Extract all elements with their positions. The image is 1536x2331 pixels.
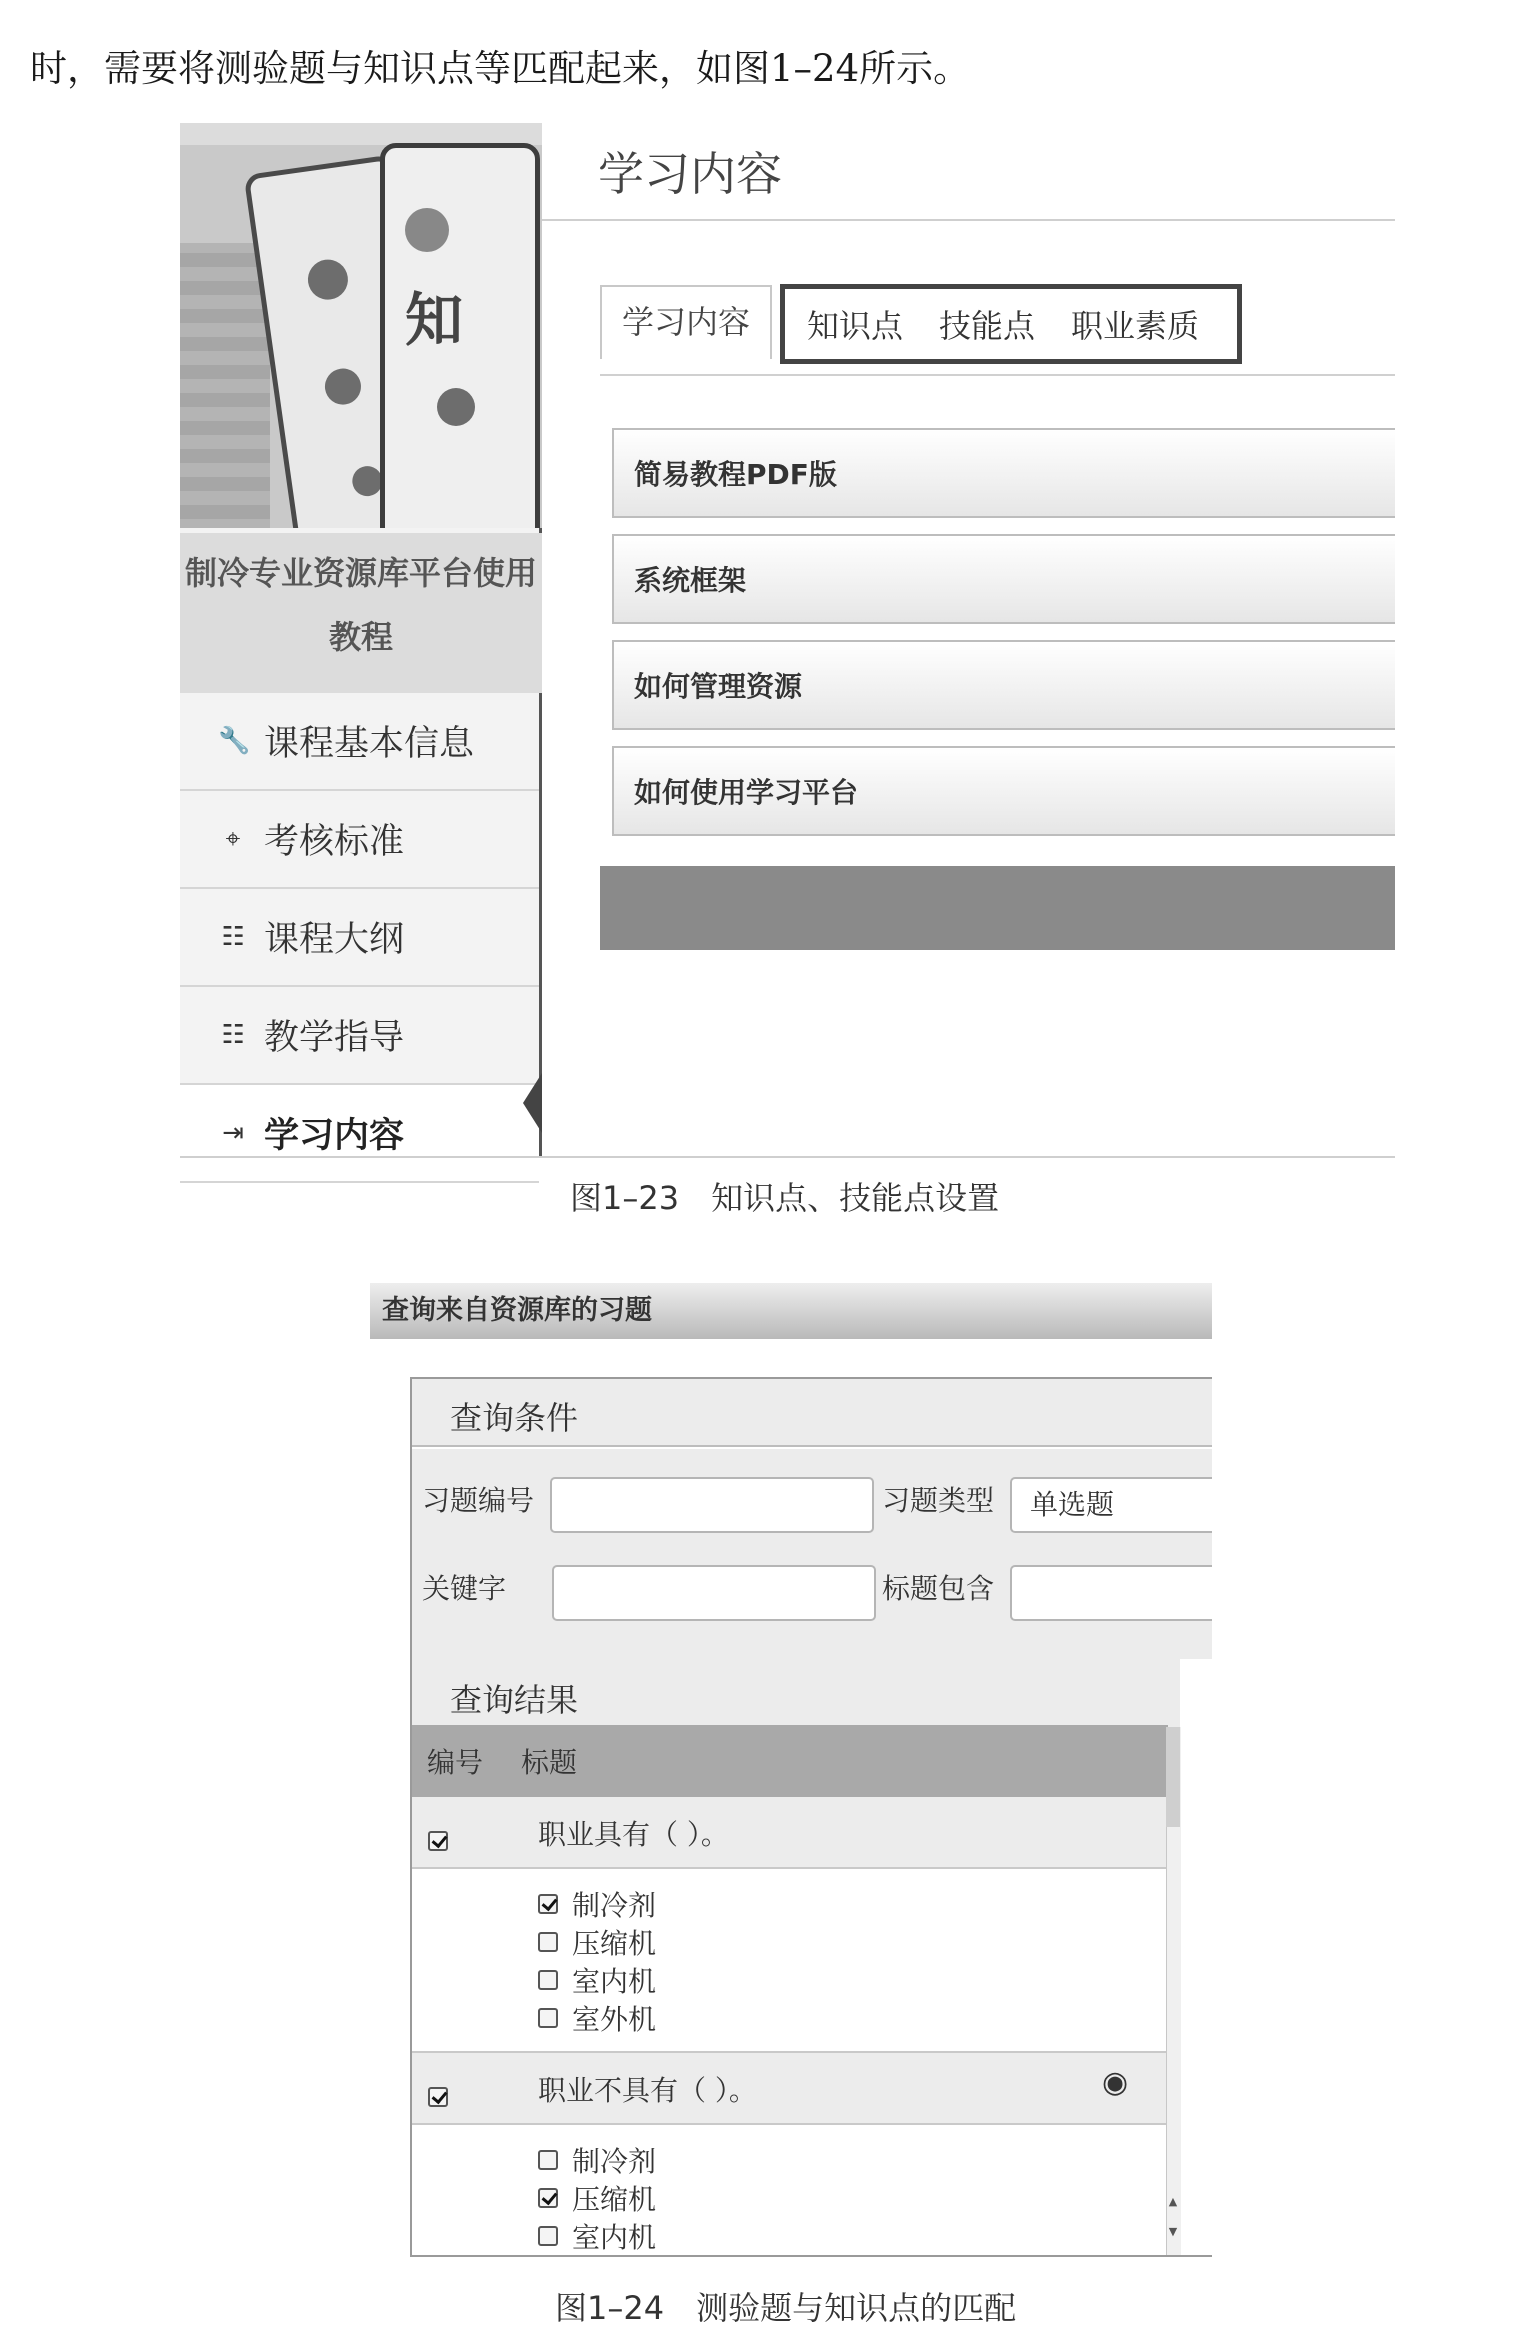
query-results-section [412, 1659, 1180, 1727]
results-table-header [412, 1725, 1168, 1797]
sidebar-item-learning-content[interactable] [180, 1085, 539, 1183]
option-checkbox[interactable] [538, 2150, 558, 2170]
list-item [538, 1961, 656, 1999]
tab-learning-content[interactable]: 学习内容 [600, 285, 772, 359]
query-conditions-label: 查询条件 [450, 1399, 579, 1437]
indent-list-icon: ⇥ [222, 1118, 244, 1148]
content-footer-bar [600, 866, 1395, 950]
sidebar-item-assessment[interactable] [180, 791, 539, 889]
keyword-label: 关键字 [422, 1572, 507, 1605]
banner-zhi-glyph: 知 [405, 286, 464, 354]
tab-skill-points[interactable]: 技能点 [939, 307, 1036, 345]
option-checkbox[interactable] [538, 2188, 558, 2208]
sidebar-item-label: 教学指导 [264, 1018, 405, 1058]
option-checkbox[interactable] [538, 1932, 558, 1952]
list-icon: ☷ [221, 1020, 245, 1050]
scrollbar-thumb[interactable] [1166, 1727, 1180, 1827]
sidebar-item-syllabus[interactable] [180, 889, 539, 987]
target-icon: ⌖ [225, 823, 241, 854]
column-header-title: 标题 [521, 1746, 578, 1779]
title-contains-label: 标题包含 [882, 1572, 995, 1605]
figure-caption-1-24: 图1–24 测验题与知识点的匹配 [555, 2289, 1017, 2327]
page-title: 学习内容 [598, 147, 782, 201]
option-label: 室内机 [572, 2221, 657, 2254]
scroll-down-icon[interactable]: ▼ [1168, 2225, 1178, 2238]
resource-item[interactable]: 系统框架 [612, 534, 1395, 624]
list-item [538, 1923, 656, 1961]
tab-professional-quality[interactable]: 职业素质 [1071, 307, 1200, 345]
query-header: 查询来自资源库的习题 [370, 1283, 1212, 1339]
wrench-icon: 🔧 [218, 726, 251, 756]
option-label: 压缩机 [572, 2183, 657, 2216]
option-list [412, 1869, 1168, 2053]
exercise-no-label: 习题编号 [422, 1484, 535, 1517]
scroll-up-icon[interactable]: ▲ [1168, 2195, 1178, 2208]
eye-icon[interactable]: ◉ [1102, 2065, 1129, 2100]
banner-avatar [405, 208, 449, 252]
sidebar-item-teaching-guide[interactable] [180, 987, 539, 1085]
list-item [538, 1999, 656, 2037]
option-checkbox[interactable] [538, 2226, 558, 2246]
sidebar-item-label: 课程基本信息 [264, 724, 475, 764]
banner-bubble [305, 257, 350, 302]
figure-bottom-rule [180, 1156, 1395, 1158]
option-label: 室外机 [572, 2003, 657, 2036]
banner-top-band [180, 123, 542, 145]
option-label: 制冷剂 [572, 1889, 657, 1922]
active-indicator [523, 1073, 542, 1133]
option-checkbox[interactable] [538, 1894, 558, 1914]
option-label: 压缩机 [572, 1927, 657, 1960]
sidebar-item-label: 学习内容 [264, 1116, 405, 1156]
tab-highlight-box [780, 284, 1242, 364]
sidebar-item-course-info[interactable] [180, 693, 539, 791]
list-item [538, 2217, 656, 2255]
row-checkbox[interactable] [428, 2087, 448, 2107]
intro-text: 时，需要将测验题与知识点等匹配起来，如图1–24所示。 [30, 47, 971, 90]
resource-item[interactable]: 如何使用学习平台 [612, 746, 1395, 836]
query-results-label: 查询结果 [450, 1681, 579, 1719]
list-item [538, 2179, 656, 2217]
sidebar [180, 123, 542, 1158]
option-label: 制冷剂 [572, 2145, 657, 2178]
banner-building [180, 243, 270, 528]
exercise-no-input[interactable] [550, 1477, 874, 1533]
list-item [538, 2141, 656, 2179]
row-checkbox[interactable] [428, 1831, 448, 1851]
course-banner-image [180, 123, 542, 528]
tab-knowledge-points[interactable]: 知识点 [807, 307, 904, 345]
list-icon: ☷ [221, 922, 245, 952]
course-title-line1: 制冷专业资源库平台使用 [184, 554, 537, 592]
course-title-line2: 教程 [328, 618, 393, 656]
table-row[interactable] [412, 1797, 1168, 1869]
banner-bubble [437, 388, 475, 426]
title-divider [542, 219, 1395, 221]
exercise-type-select[interactable]: 单选题 [1010, 1477, 1212, 1533]
keyword-input[interactable] [552, 1565, 876, 1621]
sidebar-item-label: 考核标准 [264, 822, 405, 862]
figure-caption-1-23: 图1–23 知识点、技能点设置 [570, 1179, 1000, 1217]
resource-item[interactable]: 简易教程PDF版 [612, 428, 1395, 518]
query-form [412, 1449, 1212, 1659]
tab-divider [600, 374, 1395, 376]
title-contains-input[interactable] [1010, 1565, 1212, 1621]
sidebar-item-label: 课程大纲 [264, 920, 405, 960]
option-checkbox[interactable] [538, 2008, 558, 2028]
table-row[interactable] [412, 2053, 1168, 2125]
resource-item[interactable]: 如何管理资源 [612, 640, 1395, 730]
course-title [180, 533, 542, 693]
option-list [412, 2125, 1168, 2255]
column-header-number: 编号 [427, 1746, 484, 1779]
question-title: 职业具有（ ）。 [538, 1818, 729, 1851]
banner-bubble [323, 366, 364, 407]
figure-1-23 [180, 123, 1395, 1158]
option-checkbox[interactable] [538, 1970, 558, 1990]
exercise-type-label: 习题类型 [882, 1484, 995, 1517]
query-conditions-section [412, 1379, 1212, 1447]
option-label: 室内机 [572, 1965, 657, 1998]
list-item [538, 1885, 656, 1923]
question-title: 职业不具有（ ）。 [538, 2074, 757, 2107]
